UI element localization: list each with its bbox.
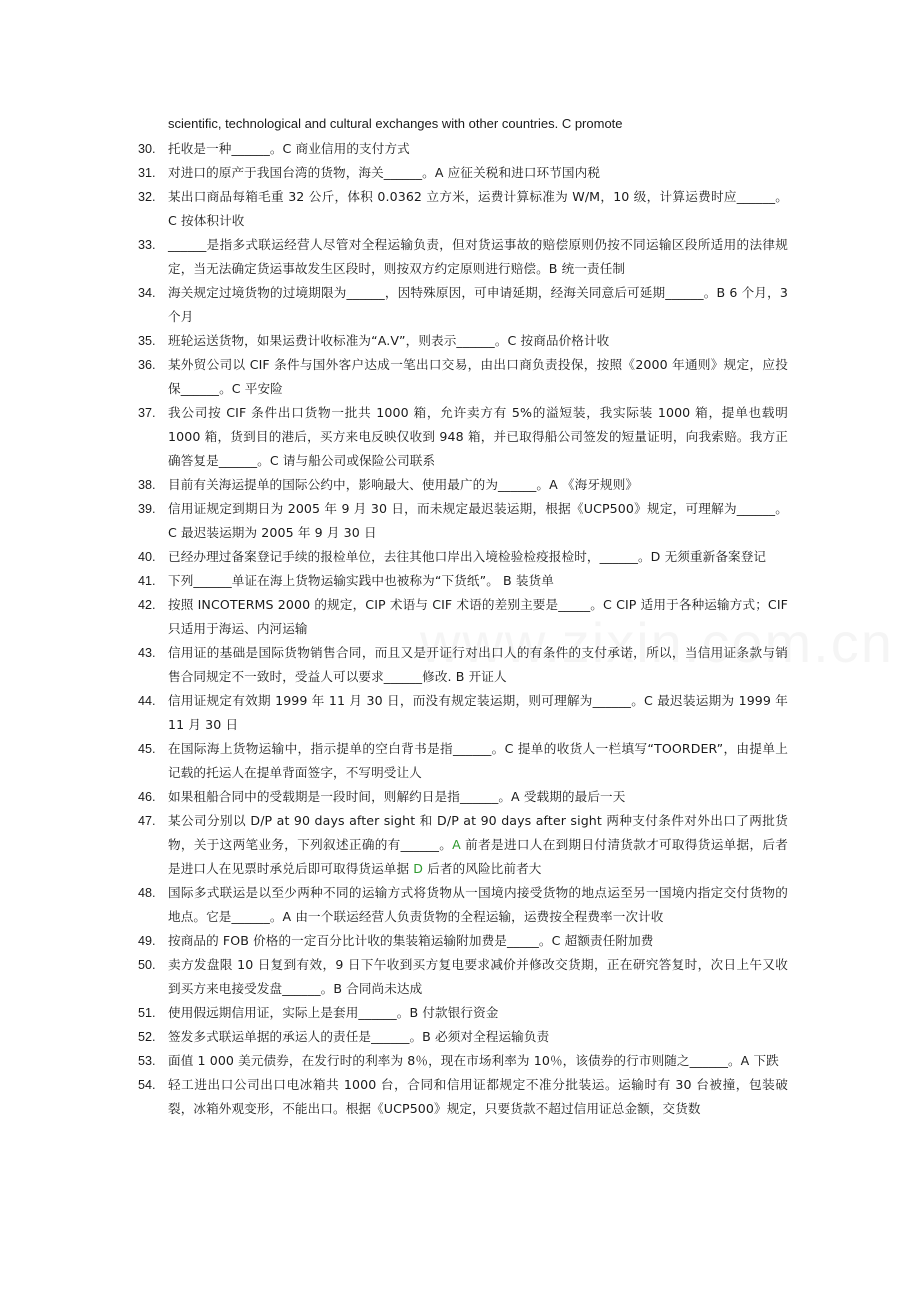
question-number: 50. bbox=[138, 958, 156, 972]
question-number: 44. bbox=[138, 694, 156, 708]
question-text: 如果租船合同中的受载期是一段时间，则解约日是指______。A 受载期的最后一天 bbox=[168, 789, 626, 804]
answer-option-a: A bbox=[452, 837, 461, 852]
question-number: 54. bbox=[138, 1078, 156, 1092]
question-40 bbox=[138, 545, 788, 569]
question-text: 已经办理过备案登记手续的报检单位，去往其他口岸出入境检验检疫报检时，______。D 无须重新备案登记 bbox=[168, 549, 767, 564]
question-number: 38. bbox=[138, 478, 156, 492]
question-text: 面值 1 000 美元债券，在发行时的利率为 8％，现在市场利率为 10％，该债券的行市则随之______。A 下跌 bbox=[168, 1053, 779, 1068]
question-number: 41. bbox=[138, 574, 156, 588]
question-text: 卖方发盘限 10 日复到有效，9 日下午收到买方复电要求减价并修改交货期，正在研究答复时，次日上午又收到买方来电接受发盘______。B 合同尚未达成 bbox=[168, 957, 788, 996]
question-text: 国际多式联运是以至少两种不同的运输方式将货物从一国境内接受货物的地点运至另一国境内指定交付货物的地点。它是______。A 由一个联运经营人负责货物的全程运输，运费按全程费率一次计收 bbox=[168, 885, 788, 924]
question-text: 托收是一种______。C 商业信用的支付方式 bbox=[168, 141, 410, 156]
question-36 bbox=[138, 353, 788, 401]
question-text: 海关规定过境货物的过境期限为______，因特殊原因，可申请延期，经海关同意后可延期______。B 6 个月，3 个月 bbox=[168, 285, 788, 324]
question-text: 班轮运送货物，如果运费计收标准为“A.V”，则表示______。C 按商品价格计收 bbox=[168, 333, 610, 348]
question-number: 30. bbox=[138, 142, 156, 156]
question-53 bbox=[138, 1049, 788, 1073]
question-number: 35. bbox=[138, 334, 156, 348]
question-list bbox=[138, 137, 788, 1121]
question-text: 某出口商品每箱毛重 32 公斤，体积 0.0362 立方米，运费计算标准为 W/M，10 级，计算运费时应______。C 按体积计收 bbox=[168, 189, 788, 228]
question-38 bbox=[138, 473, 788, 497]
question-number: 42. bbox=[138, 598, 156, 612]
question-48 bbox=[138, 881, 788, 929]
question-44 bbox=[138, 689, 788, 737]
question-text: 下列______单证在海上货物运输实践中也被称为“下货纸”。 B 装货单 bbox=[168, 573, 554, 588]
question-number: 36. bbox=[138, 358, 156, 372]
question-text: 我公司按 CIF 条件出口货物一批共 1000 箱，允许卖方有 5%的溢短装，我实际装 1000 箱，提单也载明 1000 箱，货到目的港后，买方来电反映仅收到 948 箱，并已取得船公司签发的短量证明，向我索赔。我方正确答复是______。C 请与船公司或保险公司联系 bbox=[168, 405, 788, 468]
question-34 bbox=[138, 281, 788, 329]
question-39 bbox=[138, 497, 788, 545]
question-text: 目前有关海运提单的国际公约中，影响最大、使用最广的为______。A 《海牙规则》 bbox=[168, 477, 639, 492]
question-text bbox=[168, 809, 788, 881]
question-35 bbox=[138, 329, 788, 353]
question-43 bbox=[138, 641, 788, 689]
question-text: 按照 INCOTERMS 2000 的规定，CIP 术语与 CIF 术语的差别主要是_____。C CIP 适用于各种运输方式；CIF 只适用于海运、内河运输 bbox=[168, 597, 788, 636]
question-47 bbox=[138, 809, 788, 881]
question-text-part: 前者是进口人在到期日付清货款才可取得货运单据，后者是进口人在见票时承兑后即可取得货运单据 bbox=[168, 837, 788, 876]
question-text: 信用证规定到期日为 2005 年 9 月 30 日，而未规定最迟装运期，根据《UCP500》规定，可理解为______。C 最迟装运期为 2005 年 9 月 30 日 bbox=[168, 501, 788, 540]
question-number: 52. bbox=[138, 1030, 156, 1044]
question-51 bbox=[138, 1001, 788, 1025]
question-49 bbox=[138, 929, 788, 953]
question-number: 37. bbox=[138, 406, 156, 420]
question-text: 对进口的原产于我国台湾的货物，海关______。A 应征关税和进口环节国内税 bbox=[168, 165, 601, 180]
question-text: 在国际海上货物运输中，指示提单的空白背书是指______。C 提单的收货人一栏填写“TOORDER”，由提单上记载的托运人在提单背面签字，不写明受让人 bbox=[168, 741, 788, 780]
question-42 bbox=[138, 593, 788, 641]
question-text: 签发多式联运单据的承运人的责任是______。B 必须对全程运输负责 bbox=[168, 1029, 550, 1044]
question-number: 47. bbox=[138, 814, 156, 828]
question-32 bbox=[138, 185, 788, 233]
question-45 bbox=[138, 737, 788, 785]
answer-option-d: D bbox=[413, 861, 424, 876]
question-33 bbox=[138, 233, 788, 281]
question-text: 轻工进出口公司出口电冰箱共 1000 台，合同和信用证都规定不准分批装运。运输时有 30 台被撞，包装破裂，冰箱外观变形，不能出口。根据《UCP500》规定，只要货款不超过信用证总金额，交货数 bbox=[168, 1077, 788, 1116]
question-number: 32. bbox=[138, 190, 156, 204]
question-number: 45. bbox=[138, 742, 156, 756]
question-text-part: 后者的风险比前者大 bbox=[423, 861, 542, 876]
question-number: 40. bbox=[138, 550, 156, 564]
question-31 bbox=[138, 161, 788, 185]
continuation-line: scientific, technological and cultural exchanges with other countries. C promote bbox=[168, 116, 623, 131]
question-number: 43. bbox=[138, 646, 156, 660]
question-text-part: 某公司分别以 D/P at 90 days after sight 和 D/P at 90 days after sight 两种支付条件对外出口了两批货物，关于这两笔业务，下列叙述正确的有______。 bbox=[168, 813, 788, 852]
question-number: 53. bbox=[138, 1054, 156, 1068]
question-41 bbox=[138, 569, 788, 593]
question-54 bbox=[138, 1073, 788, 1121]
question-number: 33. bbox=[138, 238, 156, 252]
question-text: 某外贸公司以 CIF 条件与国外客户达成一笔出口交易，由出口商负责投保，按照《2000 年通则》规定，应投保______。C 平安险 bbox=[168, 357, 788, 396]
question-52 bbox=[138, 1025, 788, 1049]
question-number: 34. bbox=[138, 286, 156, 300]
question-number: 31. bbox=[138, 166, 156, 180]
question-30 bbox=[138, 137, 788, 161]
question-text: ______是指多式联运经营人尽管对全程运输负责，但对货运事故的赔偿原则仍按不同运输区段所适用的法律规定，当无法确定货运事故发生区段时，则按双方约定原则进行赔偿。B 统一责任制 bbox=[168, 237, 788, 276]
question-number: 51. bbox=[138, 1006, 156, 1020]
question-37 bbox=[138, 401, 788, 473]
question-50 bbox=[138, 953, 788, 1001]
question-text: 使用假远期信用证，实际上是套用______。B 付款银行资金 bbox=[168, 1005, 499, 1020]
question-text: 信用证规定有效期 1999 年 11 月 30 日，而没有规定装运期，则可理解为______。C 最迟装运期为 1999 年 11 月 30 日 bbox=[168, 693, 788, 732]
question-number: 49. bbox=[138, 934, 156, 948]
question-text: 按商品的 FOB 价格的一定百分比计收的集装箱运输附加费是_____。C 超额责任附加费 bbox=[168, 933, 654, 948]
question-text: 信用证的基础是国际货物销售合同，而且又是开证行对出口人的有条件的支付承诺，所以，当信用证条款与销售合同规定不一致时，受益人可以要求______修改. B 开证人 bbox=[168, 645, 788, 684]
question-number: 39. bbox=[138, 502, 156, 516]
question-number: 48. bbox=[138, 886, 156, 900]
question-46 bbox=[138, 785, 788, 809]
question-number: 46. bbox=[138, 790, 156, 804]
